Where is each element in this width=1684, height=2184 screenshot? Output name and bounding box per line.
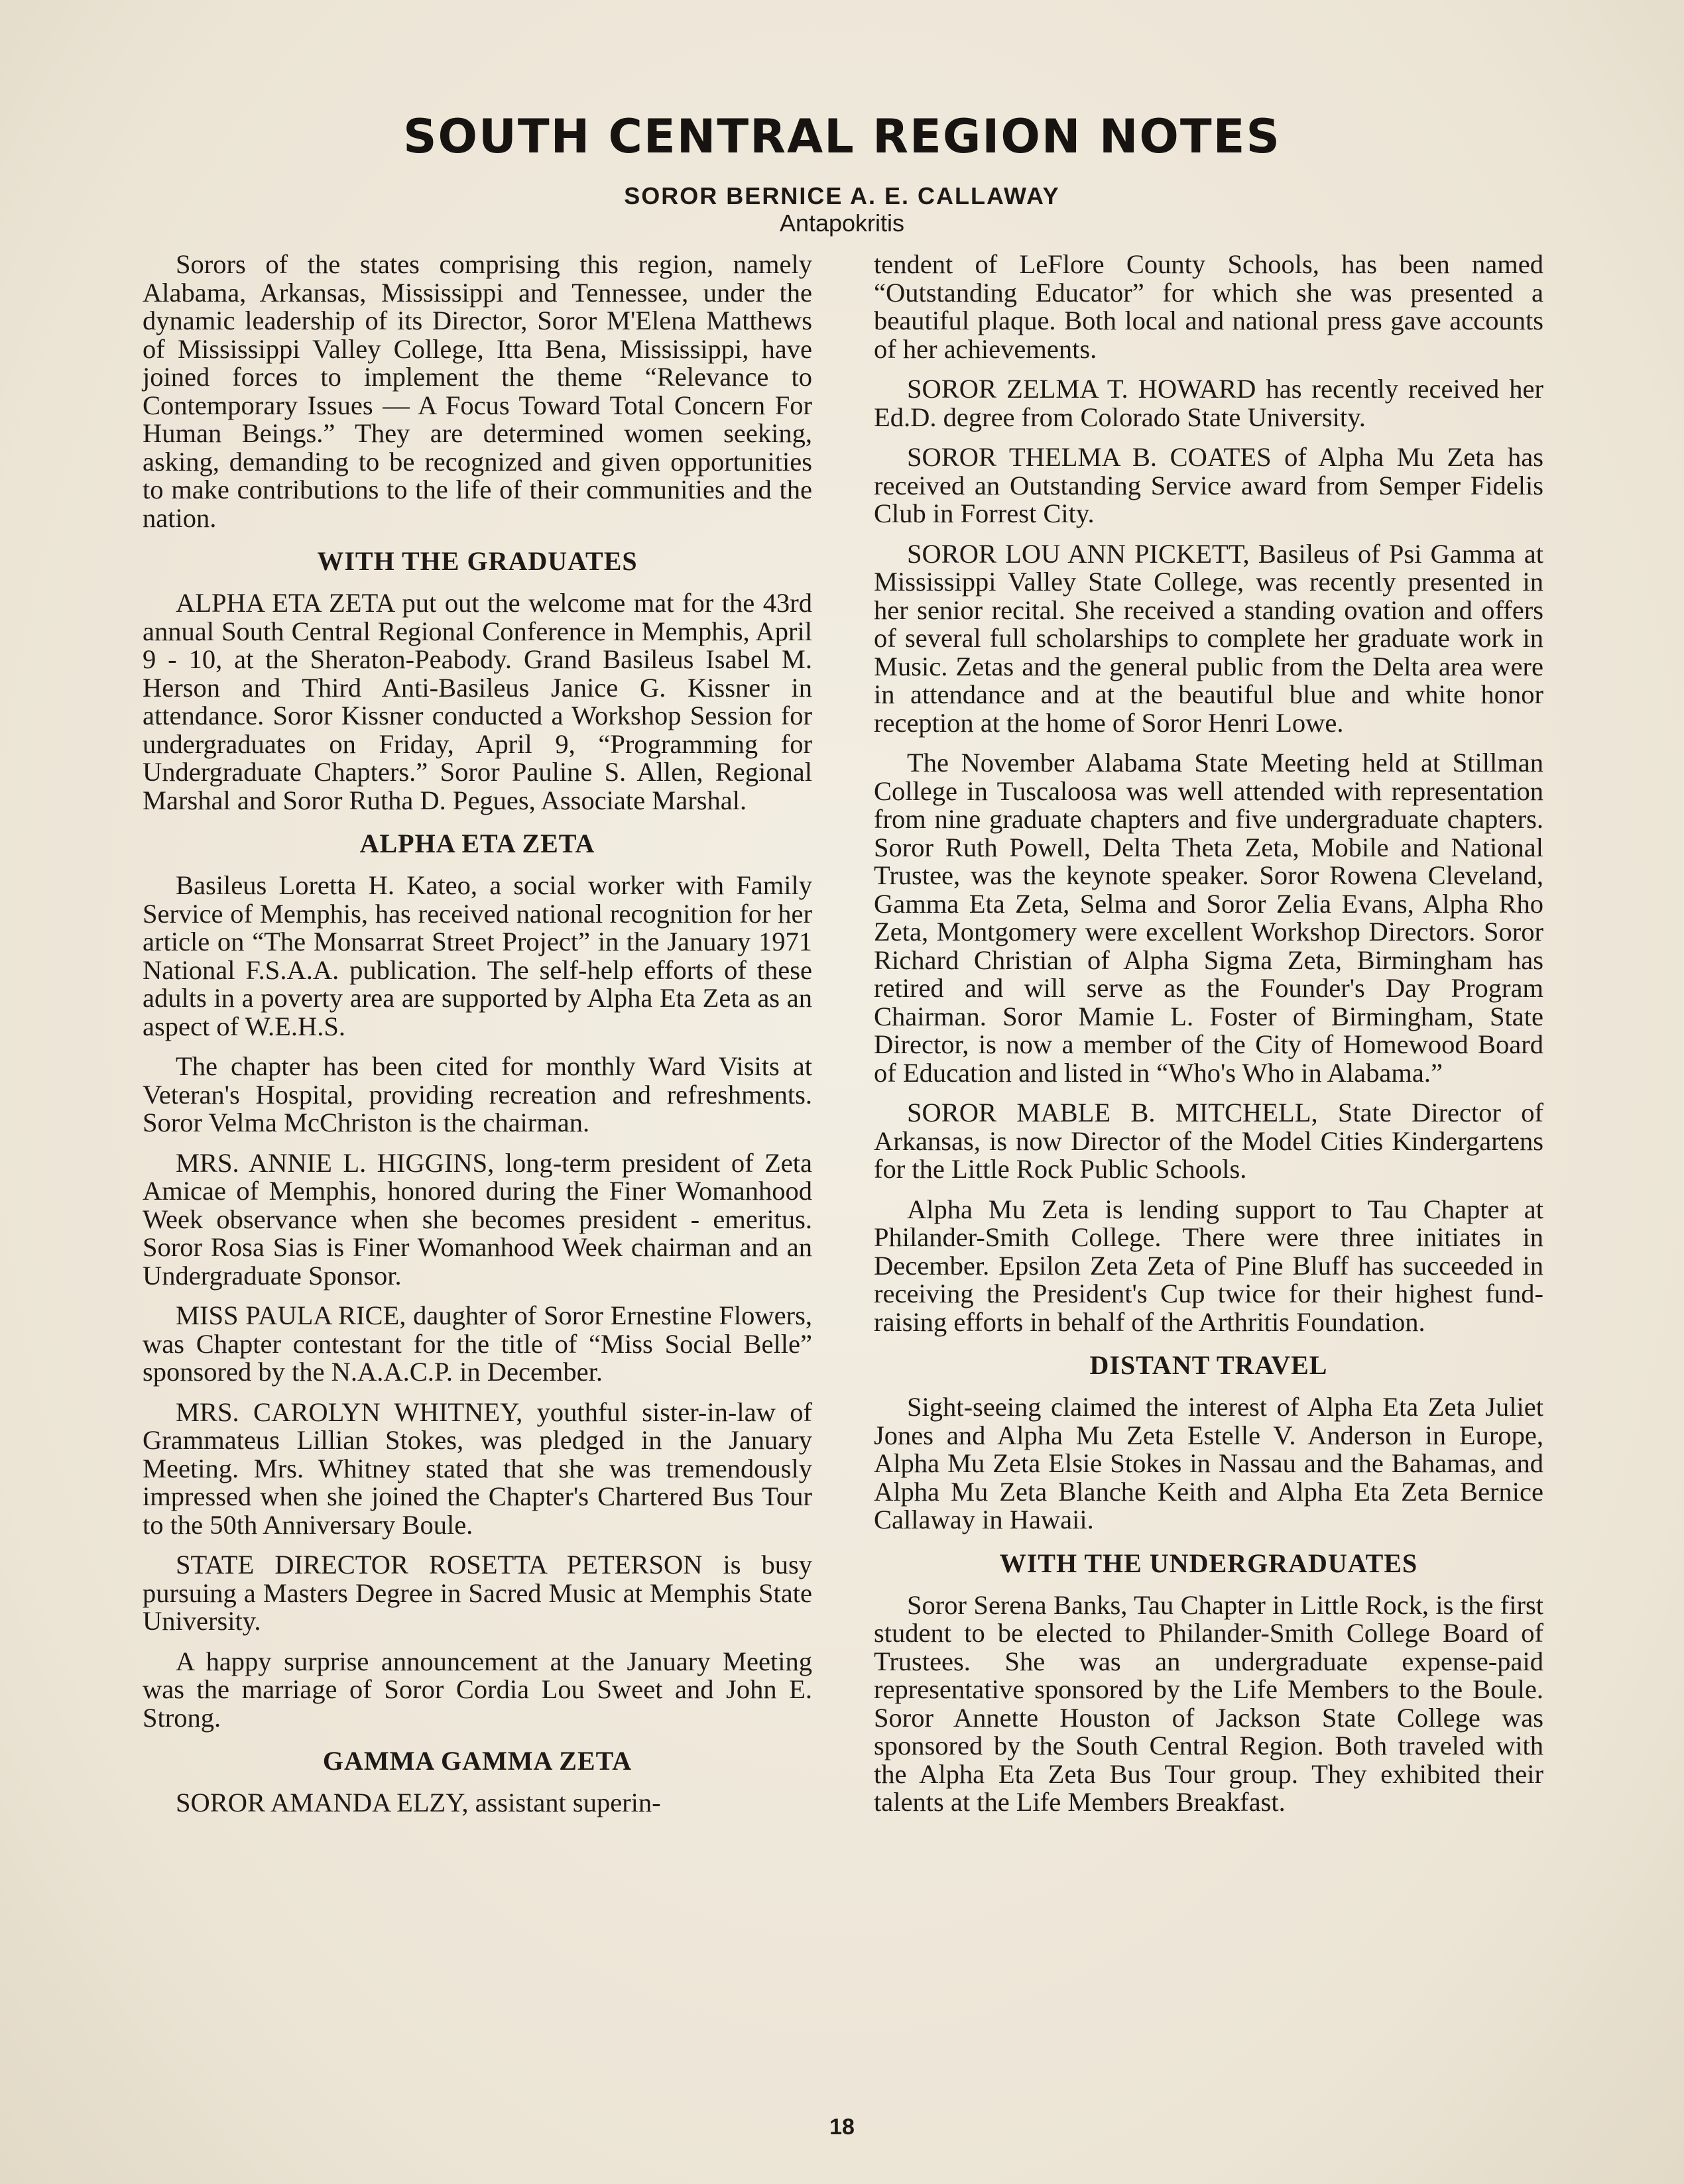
intro-paragraph: Sorors of the states comprising this region, namely Alabama, Arkansas, Mississippi and Tennessee, under the dynamic leadership of its Director, Soror M'Elena Matthews of Mississippi Valley College, Itta Bena, Mississippi, have joined forces to implement the theme “Relevance to Contemporary Issues — A Focus Toward Total Concern For Human Beings.” They are determined women seeking, asking, demanding to be recognized and given opportunities to make contributions to the life of their communities and the nation. xyxy=(143,249,812,533)
article-paragraph: SOROR ZELMA T. HOWARD has recently received her Ed.D. degree from Colorado State University. xyxy=(874,374,1543,432)
left-column xyxy=(143,251,812,2106)
article-paragraph: SOROR THELMA B. COATES of Alpha Mu Zeta has received an Outstanding Service award from Semper Fidelis Club in Forrest City. xyxy=(874,442,1543,528)
article-paragraph: MRS. ANNIE L. HIGGINS, long-term president of Zeta Amicae of Memphis, honored during the Finer Womanhood Week observance when she becomes president - emeritus. Soror Rosa Sias is Finer Womanhood Week chairman and an Undergraduate Sponsor. xyxy=(143,1147,812,1291)
article-paragraph: A happy surprise announcement at the January Meeting was the marriage of Soror Cordia Lou Sweet and John E. Strong. xyxy=(143,1646,812,1733)
page-number: 18 xyxy=(829,2114,855,2140)
article-paragraph: Alpha Mu Zeta is lending support to Tau Chapter at Philander-Smith College. There were three initiates in December. Epsilon Zeta Zeta of Pine Bluff has succeeded in receiving the President's Cup twice for their highest fund-raising efforts in behalf of the Arthritis Foundation. xyxy=(874,1194,1543,1337)
author-name: SOROR BERNICE A. E. CALLAWAY xyxy=(624,182,1060,209)
section-heading-alpha-eta-zeta: ALPHA ETA ZETA xyxy=(359,829,595,858)
article-paragraph: ALPHA ETA ZETA put out the welcome mat for the 43rd annual South Central Regional Conference in Memphis, April 9 - 10, at the Sheraton-Peabody. Grand Basileus Isabel M. Herson and Third Anti-Basileus Janice G. Kissner in attendance. Soror Kissner conducted a Workshop Session for undergraduates on Friday, April 9, “Programming for Undergraduate Chapters.” Soror Pauline S. Allen, Regional Marshal and Soror Rutha D. Pegues, Associate Marshal. xyxy=(143,588,812,815)
page-title: SOUTH CENTRAL REGION NOTES xyxy=(403,109,1281,164)
article-paragraph: MRS. CAROLYN WHITNEY, youthful sister-in-law of Grammateus Lillian Stokes, was pledged in the January Meeting. Mrs. Whitney stated that she was tremendously impressed when she joined the Chapter's Chartered Bus Tour to the 50th Anniversary Boule. xyxy=(143,1397,812,1540)
article-paragraph: SOROR MABLE B. MITCHELL, State Director of Arkansas, is now Director of the Model Cities Kindergartens for the Little Rock Public Schools. xyxy=(874,1098,1543,1184)
article-paragraph: Basileus Loretta H. Kateo, a social worker with Family Service of Memphis, has received national recognition for her article on “The Monsarrat Street Project” in the January 1971 National F.S.A.A. publication. The self-help efforts of these adults in a poverty area are supported by Alpha Eta Zeta as an aspect of W.E.H.S. xyxy=(143,870,812,1041)
author-role: Antapokritis xyxy=(779,209,905,237)
article-paragraph: Sight-seeing claimed the interest of Alpha Eta Zeta Juliet Jones and Alpha Mu Zeta Estelle V. Anderson in Europe, Alpha Mu Zeta Elsie Stokes in Nassau and the Bahamas, and Alpha Mu Zeta Blanche Keith and Alpha Eta Zeta Bernice Callaway in Hawaii. xyxy=(874,1392,1543,1534)
article-paragraph: Soror Serena Banks, Tau Chapter in Little Rock, is the first student to be elected to Philander-Smith College Board of Trustees. She was an undergraduate expense-paid representative sponsored by the Life Members to the Boule. Soror Annette Houston of Jackson State College was sponsored by the South Central Region. Both traveled with the Alpha Eta Zeta Bus Tour group. They exhibited their talents at the Life Members Breakfast. xyxy=(874,1589,1543,1817)
section-heading-with-the-undergraduates: WITH THE UNDERGRADUATES xyxy=(999,1548,1418,1578)
section-heading-with-the-graduates: WITH THE GRADUATES xyxy=(317,546,638,576)
article-paragraph: SOROR LOU ANN PICKETT, Basileus of Psi Gamma at Mississippi Valley State College, was recently presented in her senior recital. She received a standing ovation and offers of several full scholarships to complete her graduate work in Music. Zetas and the general public from the Delta area were in attendance and at the beautiful blue and white honor reception at the home of Soror Henri Lowe. xyxy=(874,538,1543,738)
article-paragraph: STATE DIRECTOR ROSETTA PETERSON is busy pursuing a Masters Degree in Sacred Music at Memphis State University. xyxy=(143,1550,812,1636)
right-column xyxy=(874,251,1543,2106)
section-heading-distant-travel: DISTANT TRAVEL xyxy=(1089,1350,1328,1380)
article-paragraph: The November Alabama State Meeting held at Stillman College in Tuscaloosa was well attended with representation from nine graduate chapters and five undergraduate chapters. Soror Ruth Powell, Delta Theta Zeta, Mobile and National Trustee, was the keynote speaker. Soror Rowena Cleveland, Gamma Eta Zeta, Selma and Soror Zelia Evans, Alpha Rho Zeta, Montgomery were excellent Workshop Directors. Soror Richard Christian of Alpha Sigma Zeta, Birmingham has retired and will serve as the Founder's Day Program Chairman. Soror Mamie L. Foster of Birmingham, State Director, is now a member of the City of Homewood Board of Education and listed in “Who's Who in Alabama.” xyxy=(874,748,1543,1088)
article-paragraph: SOROR AMANDA ELZY, assistant superin- xyxy=(176,1788,661,1817)
continued-paragraph: tendent of LeFlore County Schools, has been named “Outstanding Educator” for which she was presented a beautiful plaque. Both local and national press gave accounts of her achievements. xyxy=(874,249,1543,364)
article-paragraph: The chapter has been cited for monthly Ward Visits at Veteran's Hospital, providing recreation and refreshments. Soror Velma McChriston is the chairman. xyxy=(143,1051,812,1137)
article-paragraph: MISS PAULA RICE, daughter of Soror Ernestine Flowers, was Chapter contestant for the title of “Miss Social Belle” sponsored by the N.A.A.C.P. in December. xyxy=(143,1300,812,1387)
section-heading-gamma-gamma-zeta: GAMMA GAMMA ZETA xyxy=(322,1746,632,1776)
